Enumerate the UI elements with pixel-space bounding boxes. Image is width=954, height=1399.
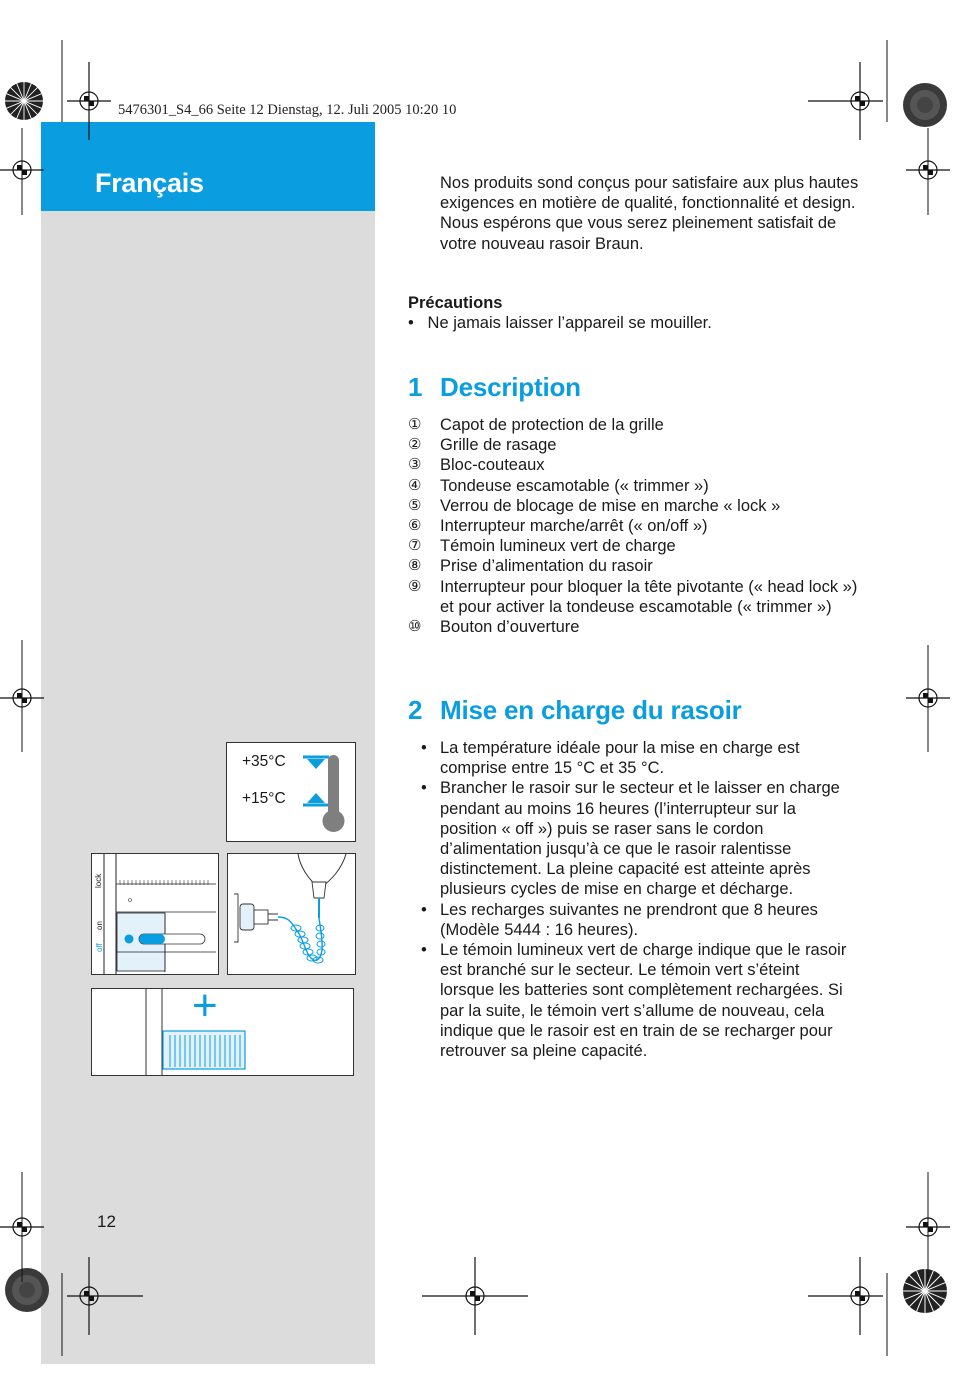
section-title: Description — [440, 372, 581, 402]
temp-low-label: +15°C — [242, 790, 286, 807]
charging-list — [408, 738, 856, 1061]
charging-figure — [91, 981, 354, 1076]
switch-panel-illustration — [92, 854, 218, 974]
switch-on-label: on — [95, 921, 104, 930]
language-title: Français — [95, 168, 204, 198]
item-text: Les recharges suivantes ne prendront que 8 heures (Modèle 5444 : 16 heures). — [440, 900, 818, 939]
list-item — [408, 577, 858, 617]
section-number: 2 — [408, 695, 423, 725]
plus-icon: + — [192, 981, 218, 1030]
section-heading-description — [408, 372, 581, 403]
print-slug: 5476301_S4_66 Seite 12 Dienstag, 12. Juli 2005 10:20 10 — [118, 102, 457, 118]
list-item — [408, 476, 858, 496]
precautions-title: Précautions — [408, 294, 503, 312]
item-text: Le témoin lumineux vert de charge indique que le rasoir est branché sur le secteur. Le témoin vert s’éteint lorsque les batteries sont complètement rechargées. Si par la suite, le témoin vert s’allume de nouveau, cela indique que le rasoir est en train de se recharger pour retrouver sa pleine capacité. — [440, 941, 847, 1061]
item-text: Grille de rasage — [440, 436, 557, 455]
bullet: • — [421, 779, 427, 798]
section-number: 1 — [408, 372, 423, 402]
list-item — [408, 536, 858, 556]
list-item — [408, 940, 856, 1061]
intro-paragraph: Nos produits sond conçus pour satisfaire aux plus hautes exigences en motière de qualité, fonctionnalité et design. Nous espérons que vous serez pleinement satisfait de votre nouveau rasoir Braun. — [440, 174, 859, 253]
section-title: Mise en charge du rasoir — [440, 695, 742, 725]
item-number: ⑥ — [408, 517, 422, 535]
item-number: ③ — [408, 456, 422, 474]
switch-lock-label: lock — [94, 873, 103, 888]
page-number: 12 — [97, 1212, 116, 1231]
list-item — [408, 778, 856, 899]
item-number: ⑨ — [408, 577, 422, 595]
list-item — [408, 617, 858, 637]
item-text: Bloc-couteaux — [440, 456, 545, 475]
bullet: • — [421, 739, 427, 757]
list-item — [408, 496, 858, 516]
item-text: Brancher le rasoir sur le secteur et le laisser en charge pendant au moins 16 heures (l’interrupteur sur la position « off ») puis se raser sans le cordon d’alimentation jusqu’à ce que le rasoir ralentisse distinctement. La pleine capacité est atteinte après plusieurs cycles de mise en charge et décharge. — [440, 779, 840, 899]
item-number: ⑤ — [408, 496, 422, 514]
list-item — [408, 516, 858, 536]
plug-figure — [227, 853, 356, 975]
item-number: ⑩ — [408, 618, 422, 636]
precautions-item-text: Ne jamais laisser l’appareil se mouiller. — [427, 314, 712, 332]
item-text: Tondeuse escamotable (« trimmer ») — [440, 476, 709, 495]
bullet: • — [421, 941, 427, 960]
item-text: Interrupteur marche/arrêt (« on/off ») — [440, 517, 708, 536]
temperature-figure — [226, 742, 356, 842]
item-text: Témoin lumineux vert de charge — [440, 537, 676, 556]
switch-figure — [91, 853, 219, 975]
list-item — [408, 455, 858, 475]
item-text: Prise d’alimentation du rasoir — [440, 557, 653, 576]
item-number: ② — [408, 436, 422, 454]
item-text: Capot de protection de la grille — [440, 416, 664, 434]
charging-battery-illustration — [92, 989, 353, 1075]
item-text: Verrou de blocage de mise en marche « lock » — [440, 496, 781, 515]
item-text: Interrupteur pour bloquer la tête pivotante (« head lock ») et pour activer la tondeuse escamotable (« trimmer ») — [440, 577, 858, 616]
item-text: La température idéale pour la mise en charge est comprise entre 15 °C et 35 °C. — [440, 739, 800, 778]
precautions-item — [408, 314, 712, 333]
switch-off-label: off — [95, 943, 104, 952]
thermometer-icon — [299, 751, 351, 837]
bullet: • — [408, 314, 414, 332]
section-heading-charging — [408, 695, 742, 726]
item-number: ④ — [408, 476, 422, 494]
item-number: ⑧ — [408, 557, 422, 575]
item-number: ① — [408, 416, 422, 433]
item-number: ⑦ — [408, 537, 422, 555]
list-item — [408, 900, 856, 940]
list-item — [408, 415, 858, 435]
list-item — [408, 435, 858, 455]
list-item — [408, 556, 858, 576]
shaver-plug-illustration — [228, 854, 355, 974]
item-text: Bouton d’ouverture — [440, 618, 580, 637]
list-item — [408, 738, 856, 778]
temp-high-label: +35°C — [242, 753, 286, 770]
bullet: • — [421, 900, 427, 919]
description-list — [408, 415, 858, 637]
